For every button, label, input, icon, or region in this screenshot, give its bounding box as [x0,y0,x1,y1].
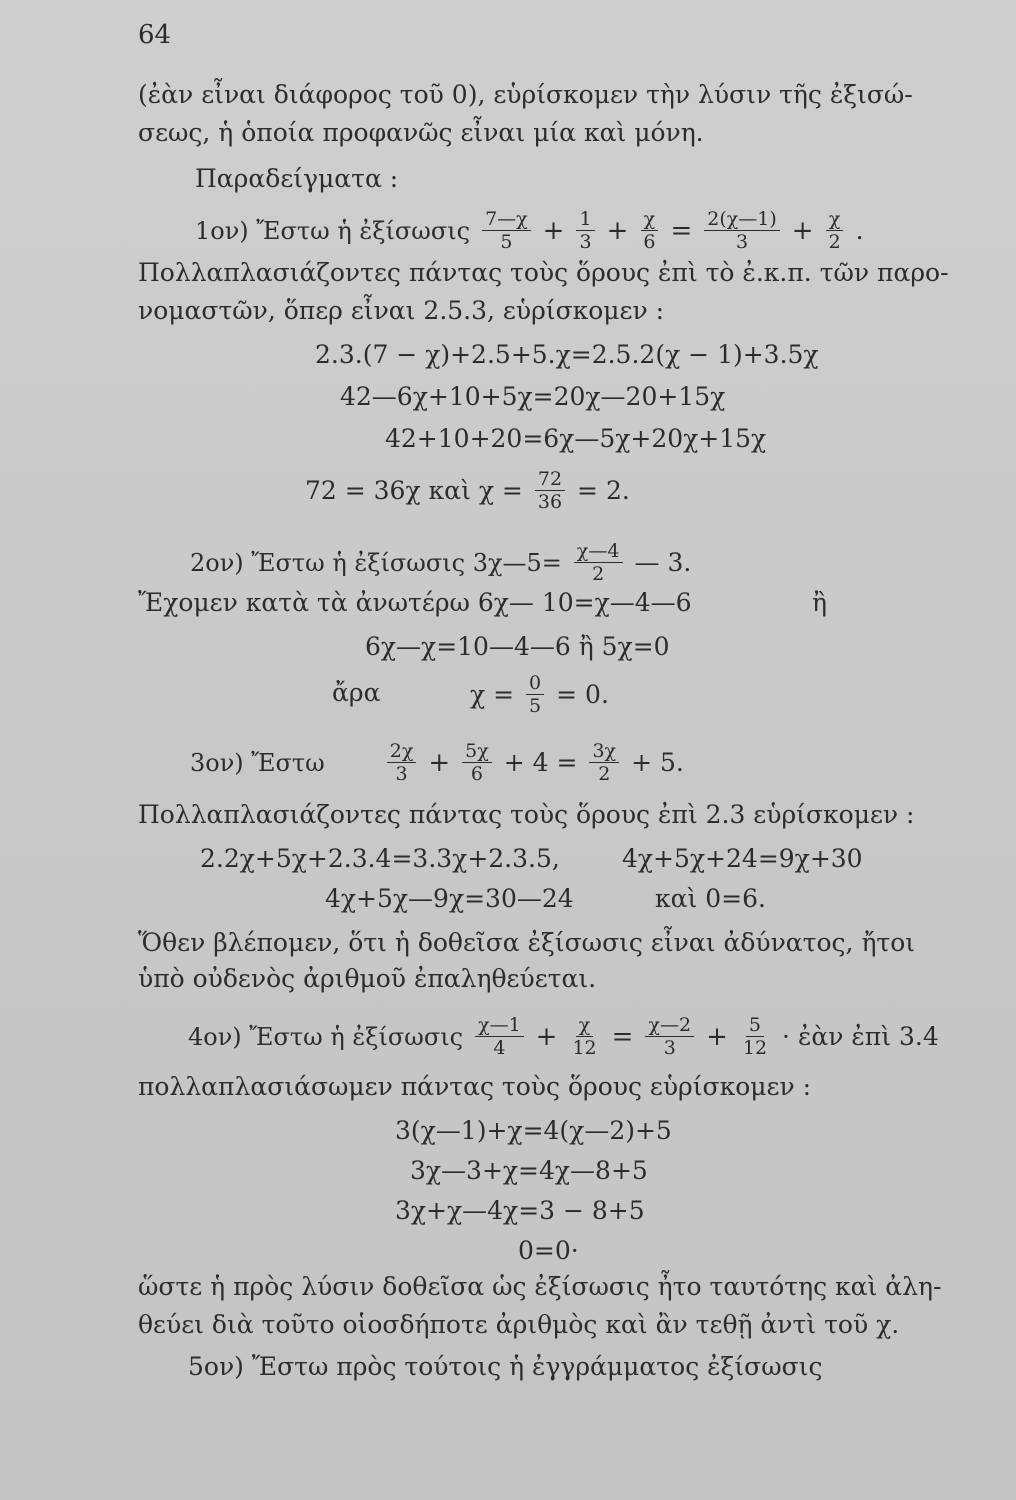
example-2-line-c-left: ἄρα [332,678,381,707]
fraction: $\frac{2(\chi—1)}{3}$ [704,208,780,253]
fraction: $\frac{2\chi}{3}$ [387,740,417,785]
calc-3b-2: καὶ 0=6. [655,884,766,913]
calc-1d: 72 = 36χ καὶ χ = $\frac{72}{36}$ = 2. [305,468,630,513]
calc-3a-2: 4χ+5χ+24=9χ+30 [622,844,863,873]
text-line-1: (ἐὰν εἶναι διάφορος τοῦ 0), εὑρίσκομεν τὴν λύσιν τῆς ἐξισώ- [138,80,913,109]
page-number: 64 [138,20,172,50]
fraction: $\frac{\chi—1}{4}$ [475,1014,524,1059]
fraction: $\frac{3\chi}{2}$ [589,740,619,785]
text-line-22: πολλαπλασιάσωμεν πάντας τοὺς ὅρους εὑρίσκομεν : [138,1072,812,1101]
example-1-label: 1ον) Ἔστω ἡ ἐξίσωσις [195,216,471,245]
fraction: $\frac{\chi}{2}$ [826,208,844,253]
fraction: $\frac{5\chi}{6}$ [462,740,492,785]
fraction: $\frac{\chi}{12}$ [572,1014,597,1059]
text-line-16: Πολλαπλασιάζοντες πάντας τοὺς ὅρους ἐπὶ 2.3 εὑρίσκομεν : [138,800,915,829]
example-2-line-a-or: ἢ [812,588,827,617]
calc-4d: 0=0· [518,1236,579,1265]
text-line-20: ὑπὸ οὐδενὸς ἀριθμοῦ ἐπαληθεύεται. [138,964,597,993]
fraction: $\frac{72}{36}$ [535,468,565,513]
fraction: $\frac{\chi—2}{3}$ [645,1014,694,1059]
text-line-29: 5ον) Ἔστω πρὸς τούτοις ἡ ἐγγράμματος ἐξίσωσις [188,1352,823,1381]
calc-4b: 3χ—3+χ=4χ—8+5 [410,1156,648,1185]
example-2-equation: 2ον) Ἔστω ἡ ἐξίσωσις 3χ—5= $\frac{\chi—4}{2}$ — 3. [190,540,692,585]
fraction: $\frac{5}{12}$ [742,1014,768,1059]
text-line-5: Πολλαπλασιάζοντες πάντας τοὺς ὅρους ἐπὶ τὸ ἐ.κ.π. τῶν παρο- [138,258,949,287]
example-4-equation: 4ον) Ἔστω ἡ ἐξίσωσις $\frac{\chi—1}{4}$ + $\frac{\chi}{12}$ = $\frac{\chi—2}{3}$ + $\frac{5}{12}$ · ἐὰν ἐπὶ 3.4 [188,1014,939,1059]
fraction: $\frac{1}{3}$ [576,208,594,253]
calc-1b: 42—6χ+10+5χ=20χ—20+15χ [340,382,726,411]
fraction: $\frac{0}{5}$ [526,672,544,717]
text-line-28: θεύει διὰ τοῦτο οἱοσδήποτε ἀριθμὸς καὶ ἂν τεθῇ ἀντὶ τοῦ χ. [138,1310,900,1339]
text-line-2: σεως, ἡ ὁποία προφανῶς εἶναι μία καὶ μόνη. [138,118,704,147]
example-2-line-b: 6χ—χ=10—4—6 ἢ 5χ=0 [365,632,670,661]
calc-1c: 42+10+20=6χ—5χ+20χ+15χ [385,424,767,453]
example-1-equation: 1ον) Ἔστω ἡ ἐξίσωσις $\frac{7—\chi}{5}$ + $\frac{1}{3}$ + $\frac{\chi}{6}$ = $\frac{2(\chi—1)}{3}$ + $\frac{\chi}{2}$ . [195,208,864,253]
text-line-27: ὥστε ἡ πρὸς λύσιν δοθεῖσα ὡς ἐξίσωσις ἦτο ταυτότης καὶ ἀλη- [138,1272,942,1301]
calc-3b-1: 4χ+5χ—9χ=30—24 [325,884,574,913]
example-2-line-c: χ = $\frac{0}{5}$ = 0. [470,672,609,717]
text-line-6: νομαστῶν, ὅπερ εἶναι 2.5.3, εὑρίσκομεν : [138,296,665,325]
calc-1a: 2.3.(7 − χ)+2.5+5.χ=2.5.2(χ − 1)+3.5χ [315,340,819,369]
text-line-19: Ὅθεν βλέπομεν, ὅτι ἡ δοθεῖσα ἐξίσωσις εἶναι ἀδύνατος, ἤτοι [138,928,916,957]
fraction: $\frac{7—\chi}{5}$ [482,208,531,253]
calc-4c: 3χ+χ—4χ=3 − 8+5 [395,1196,645,1225]
calc-4a: 3(χ—1)+χ=4(χ—2)+5 [395,1116,672,1145]
examples-heading: Παραδείγματα : [195,164,399,193]
example-2-line-a: Ἔχομεν κατὰ τὰ ἀνωτέρω 6χ— 10=χ—4—6 [138,588,692,617]
fraction: $\frac{\chi}{6}$ [640,208,658,253]
fraction: $\frac{\chi—4}{2}$ [574,540,623,585]
example-3-equation: 3ον) Ἔστω $\frac{2\chi}{3}$ + $\frac{5\chi}{6}$ + 4 = $\frac{3\chi}{2}$ + 5. [190,740,684,785]
calc-3a-1: 2.2χ+5χ+2.3.4=3.3χ+2.3.5, [200,844,560,873]
